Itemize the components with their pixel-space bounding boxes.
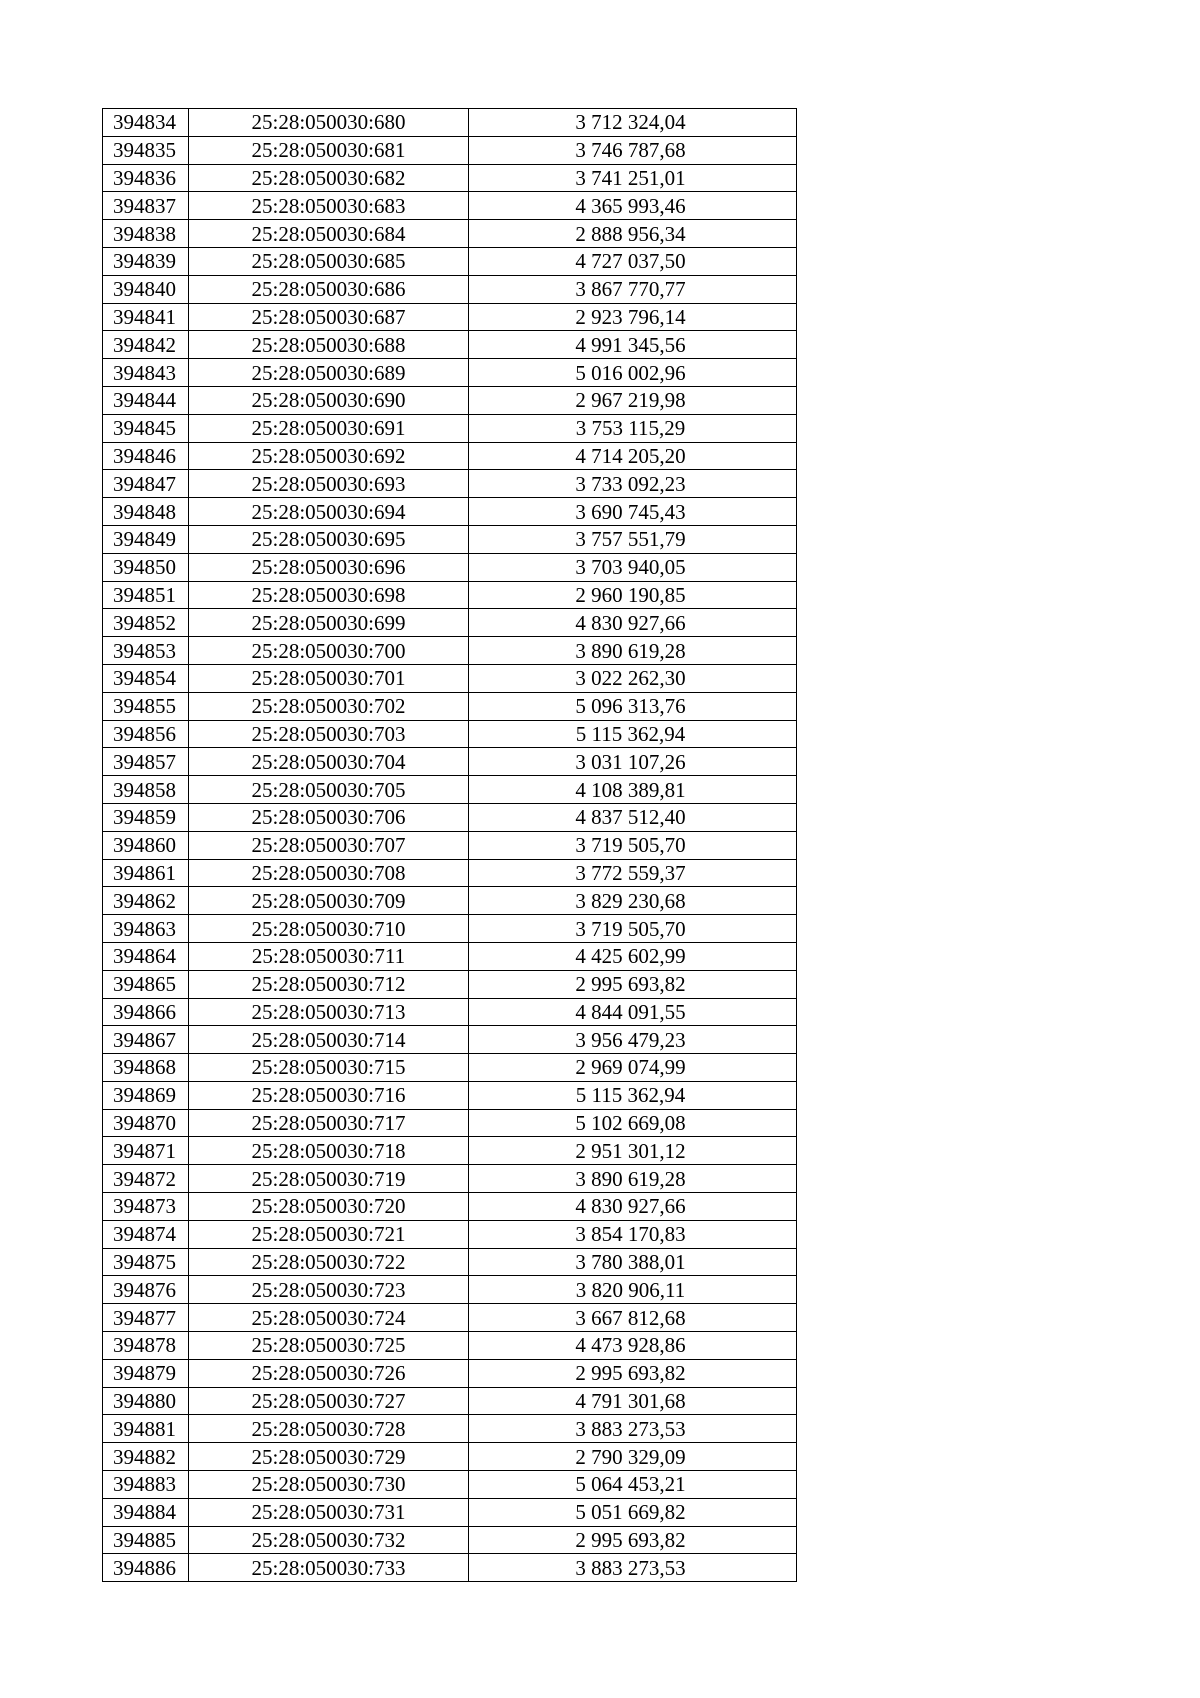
row-id-cell: 394866	[103, 998, 189, 1026]
row-id-cell: 394878	[103, 1332, 189, 1360]
table-row	[103, 1026, 797, 1054]
table-row	[103, 692, 797, 720]
row-id-cell: 394846	[103, 442, 189, 470]
cadastral-value-cell: 3 690 745,43	[469, 498, 797, 526]
cadastral-number-cell: 25:28:050030:712	[189, 970, 469, 998]
row-id-cell: 394855	[103, 692, 189, 720]
cadastral-value-cell: 5 016 002,96	[469, 359, 797, 387]
cadastral-value-cell: 4 844 091,55	[469, 998, 797, 1026]
table-row	[103, 1526, 797, 1554]
table-row	[103, 275, 797, 303]
table-row	[103, 1304, 797, 1332]
cadastral-value-cell: 4 727 037,50	[469, 247, 797, 275]
table-row	[103, 164, 797, 192]
cadastral-number-cell: 25:28:050030:698	[189, 581, 469, 609]
cadastral-number-cell: 25:28:050030:696	[189, 553, 469, 581]
cadastral-value-cell: 4 473 928,86	[469, 1332, 797, 1360]
cadastral-number-cell: 25:28:050030:728	[189, 1415, 469, 1443]
cadastral-number-cell: 25:28:050030:719	[189, 1165, 469, 1193]
cadastral-number-cell: 25:28:050030:711	[189, 942, 469, 970]
row-id-cell: 394862	[103, 887, 189, 915]
cadastral-number-cell: 25:28:050030:685	[189, 247, 469, 275]
cadastral-number-cell: 25:28:050030:694	[189, 498, 469, 526]
cadastral-value-cell: 2 967 219,98	[469, 386, 797, 414]
table-row	[103, 887, 797, 915]
table-row	[103, 553, 797, 581]
table-row	[103, 1220, 797, 1248]
cadastral-value-cell: 3 667 812,68	[469, 1304, 797, 1332]
cadastral-value-cell: 4 830 927,66	[469, 609, 797, 637]
cadastral-number-cell: 25:28:050030:701	[189, 664, 469, 692]
cadastral-value-cell: 3 820 906,11	[469, 1276, 797, 1304]
cadastral-number-cell: 25:28:050030:713	[189, 998, 469, 1026]
table-row	[103, 637, 797, 665]
row-id-cell: 394860	[103, 831, 189, 859]
row-id-cell: 394864	[103, 942, 189, 970]
cadastral-number-cell: 25:28:050030:693	[189, 470, 469, 498]
cadastral-number-cell: 25:28:050030:730	[189, 1471, 469, 1499]
row-id-cell: 394867	[103, 1026, 189, 1054]
row-id-cell: 394834	[103, 109, 189, 137]
row-id-cell: 394877	[103, 1304, 189, 1332]
cadastral-value-cell: 3 854 170,83	[469, 1220, 797, 1248]
cadastral-value-cell: 4 791 301,68	[469, 1387, 797, 1415]
cadastral-number-cell: 25:28:050030:724	[189, 1304, 469, 1332]
row-id-cell: 394848	[103, 498, 189, 526]
row-id-cell: 394842	[103, 331, 189, 359]
cadastral-number-cell: 25:28:050030:687	[189, 303, 469, 331]
cadastral-value-cell: 5 051 669,82	[469, 1498, 797, 1526]
cadastral-value-cell: 4 837 512,40	[469, 803, 797, 831]
row-id-cell: 394881	[103, 1415, 189, 1443]
cadastral-number-cell: 25:28:050030:689	[189, 359, 469, 387]
table-row	[103, 942, 797, 970]
cadastral-value-cell: 3 956 479,23	[469, 1026, 797, 1054]
table-row	[103, 1276, 797, 1304]
cadastral-value-cell: 3 890 619,28	[469, 637, 797, 665]
cadastral-number-cell: 25:28:050030:708	[189, 859, 469, 887]
cadastral-number-cell: 25:28:050030:692	[189, 442, 469, 470]
row-id-cell: 394876	[103, 1276, 189, 1304]
cadastral-value-cell: 3 733 092,23	[469, 470, 797, 498]
row-id-cell: 394879	[103, 1359, 189, 1387]
cadastral-value-cell: 4 830 927,66	[469, 1193, 797, 1221]
row-id-cell: 394852	[103, 609, 189, 637]
cadastral-number-cell: 25:28:050030:682	[189, 164, 469, 192]
row-id-cell: 394885	[103, 1526, 189, 1554]
table-row	[103, 970, 797, 998]
table-row	[103, 1554, 797, 1582]
row-id-cell: 394837	[103, 192, 189, 220]
cadastral-number-cell: 25:28:050030:716	[189, 1081, 469, 1109]
cadastral-number-cell: 25:28:050030:684	[189, 220, 469, 248]
row-id-cell: 394872	[103, 1165, 189, 1193]
row-id-cell: 394854	[103, 664, 189, 692]
cadastral-number-cell: 25:28:050030:732	[189, 1526, 469, 1554]
cadastral-value-cell: 4 991 345,56	[469, 331, 797, 359]
row-id-cell: 394847	[103, 470, 189, 498]
cadastral-number-cell: 25:28:050030:717	[189, 1109, 469, 1137]
table-row	[103, 220, 797, 248]
table-row	[103, 414, 797, 442]
cadastral-number-cell: 25:28:050030:721	[189, 1220, 469, 1248]
table-row	[103, 1443, 797, 1471]
row-id-cell: 394869	[103, 1081, 189, 1109]
table-row	[103, 1498, 797, 1526]
row-id-cell: 394850	[103, 553, 189, 581]
table-row	[103, 1193, 797, 1221]
table-row	[103, 525, 797, 553]
row-id-cell: 394865	[103, 970, 189, 998]
table-row	[103, 1109, 797, 1137]
cadastral-number-cell: 25:28:050030:722	[189, 1248, 469, 1276]
cadastral-value-cell: 2 995 693,82	[469, 970, 797, 998]
row-id-cell: 394851	[103, 581, 189, 609]
table-row	[103, 776, 797, 804]
table-row	[103, 1332, 797, 1360]
row-id-cell: 394849	[103, 525, 189, 553]
table-row	[103, 1387, 797, 1415]
row-id-cell: 394840	[103, 275, 189, 303]
row-id-cell: 394845	[103, 414, 189, 442]
cadastral-number-cell: 25:28:050030:691	[189, 414, 469, 442]
row-id-cell: 394853	[103, 637, 189, 665]
table-row	[103, 303, 797, 331]
cadastral-value-cell: 3 746 787,68	[469, 136, 797, 164]
table-row	[103, 386, 797, 414]
cadastral-number-cell: 25:28:050030:714	[189, 1026, 469, 1054]
cadastral-number-cell: 25:28:050030:686	[189, 275, 469, 303]
cadastral-value-cell: 3 890 619,28	[469, 1165, 797, 1193]
cadastral-value-cell: 5 096 313,76	[469, 692, 797, 720]
table-row	[103, 831, 797, 859]
cadastral-value-cell: 3 719 505,70	[469, 915, 797, 943]
cadastral-number-cell: 25:28:050030:723	[189, 1276, 469, 1304]
cadastral-number-cell: 25:28:050030:704	[189, 748, 469, 776]
cadastral-number-cell: 25:28:050030:699	[189, 609, 469, 637]
row-id-cell: 394868	[103, 1054, 189, 1082]
row-id-cell: 394836	[103, 164, 189, 192]
table-row	[103, 1415, 797, 1443]
table-row	[103, 803, 797, 831]
cadastral-number-cell: 25:28:050030:718	[189, 1137, 469, 1165]
row-id-cell: 394843	[103, 359, 189, 387]
row-id-cell: 394886	[103, 1554, 189, 1582]
cadastral-value-cell: 3 022 262,30	[469, 664, 797, 692]
cadastral-value-cell: 2 888 956,34	[469, 220, 797, 248]
cadastral-value-cell: 3 703 940,05	[469, 553, 797, 581]
row-id-cell: 394871	[103, 1137, 189, 1165]
table-row	[103, 1359, 797, 1387]
cadastral-value-cell: 5 115 362,94	[469, 1081, 797, 1109]
row-id-cell: 394835	[103, 136, 189, 164]
cadastral-value-cell: 2 995 693,82	[469, 1526, 797, 1554]
cadastral-number-cell: 25:28:050030:720	[189, 1193, 469, 1221]
cadastral-value-cell: 4 365 993,46	[469, 192, 797, 220]
cadastral-value-cell: 3 757 551,79	[469, 525, 797, 553]
table-row	[103, 359, 797, 387]
cadastral-number-cell: 25:28:050030:727	[189, 1387, 469, 1415]
row-id-cell: 394841	[103, 303, 189, 331]
cadastral-value-cell: 3 031 107,26	[469, 748, 797, 776]
cadastral-number-cell: 25:28:050030:680	[189, 109, 469, 137]
cadastral-number-cell: 25:28:050030:703	[189, 720, 469, 748]
row-id-cell: 394839	[103, 247, 189, 275]
row-id-cell: 394880	[103, 1387, 189, 1415]
cadastral-value-cell: 3 883 273,53	[469, 1554, 797, 1582]
row-id-cell: 394844	[103, 386, 189, 414]
row-id-cell: 394874	[103, 1220, 189, 1248]
cadastral-number-cell: 25:28:050030:733	[189, 1554, 469, 1582]
table-body	[103, 109, 797, 1582]
row-id-cell: 394861	[103, 859, 189, 887]
cadastral-value-cell: 2 790 329,09	[469, 1443, 797, 1471]
table-row	[103, 748, 797, 776]
cadastral-number-cell: 25:28:050030:683	[189, 192, 469, 220]
cadastral-number-cell: 25:28:050030:705	[189, 776, 469, 804]
table-row	[103, 998, 797, 1026]
table-row	[103, 1054, 797, 1082]
table-row	[103, 109, 797, 137]
table-row	[103, 859, 797, 887]
cadastral-value-cell: 5 064 453,21	[469, 1471, 797, 1499]
table-row	[103, 664, 797, 692]
table-row	[103, 1081, 797, 1109]
cadastral-value-cell: 4 425 602,99	[469, 942, 797, 970]
cadastral-value-cell: 2 995 693,82	[469, 1359, 797, 1387]
row-id-cell: 394863	[103, 915, 189, 943]
table-row	[103, 247, 797, 275]
cadastral-number-cell: 25:28:050030:726	[189, 1359, 469, 1387]
row-id-cell: 394857	[103, 748, 189, 776]
cadastral-number-cell: 25:28:050030:710	[189, 915, 469, 943]
row-id-cell: 394875	[103, 1248, 189, 1276]
cadastral-number-cell: 25:28:050030:715	[189, 1054, 469, 1082]
cadastral-value-cell: 3 719 505,70	[469, 831, 797, 859]
row-id-cell: 394884	[103, 1498, 189, 1526]
row-id-cell: 394856	[103, 720, 189, 748]
table-row	[103, 609, 797, 637]
cadastral-value-cell: 3 883 273,53	[469, 1415, 797, 1443]
cadastral-value-cell: 2 969 074,99	[469, 1054, 797, 1082]
row-id-cell: 394859	[103, 803, 189, 831]
table-row	[103, 470, 797, 498]
cadastral-value-cell: 4 108 389,81	[469, 776, 797, 804]
table-row	[103, 720, 797, 748]
cadastral-value-cell: 3 829 230,68	[469, 887, 797, 915]
table-row	[103, 915, 797, 943]
table-row	[103, 1248, 797, 1276]
row-id-cell: 394882	[103, 1443, 189, 1471]
cadastral-number-cell: 25:28:050030:706	[189, 803, 469, 831]
cadastral-number-cell: 25:28:050030:700	[189, 637, 469, 665]
table-row	[103, 1471, 797, 1499]
cadastral-number-cell: 25:28:050030:725	[189, 1332, 469, 1360]
table-row	[103, 498, 797, 526]
cadastral-number-cell: 25:28:050030:681	[189, 136, 469, 164]
cadastral-value-cell: 3 741 251,01	[469, 164, 797, 192]
cadastral-value-cell: 3 772 559,37	[469, 859, 797, 887]
cadastral-number-cell: 25:28:050030:702	[189, 692, 469, 720]
cadastral-value-table	[102, 108, 797, 1582]
table-row	[103, 1137, 797, 1165]
cadastral-number-cell: 25:28:050030:731	[189, 1498, 469, 1526]
cadastral-number-cell: 25:28:050030:688	[189, 331, 469, 359]
row-id-cell: 394870	[103, 1109, 189, 1137]
cadastral-number-cell: 25:28:050030:729	[189, 1443, 469, 1471]
row-id-cell: 394858	[103, 776, 189, 804]
table-row	[103, 581, 797, 609]
cadastral-value-cell: 5 115 362,94	[469, 720, 797, 748]
cadastral-number-cell: 25:28:050030:690	[189, 386, 469, 414]
cadastral-value-cell: 2 960 190,85	[469, 581, 797, 609]
cadastral-number-cell: 25:28:050030:695	[189, 525, 469, 553]
cadastral-value-cell: 5 102 669,08	[469, 1109, 797, 1137]
cadastral-value-cell: 4 714 205,20	[469, 442, 797, 470]
table-row	[103, 331, 797, 359]
row-id-cell: 394838	[103, 220, 189, 248]
row-id-cell: 394873	[103, 1193, 189, 1221]
cadastral-value-cell: 3 753 115,29	[469, 414, 797, 442]
cadastral-number-cell: 25:28:050030:709	[189, 887, 469, 915]
table-row	[103, 1165, 797, 1193]
cadastral-value-cell: 3 712 324,04	[469, 109, 797, 137]
table-row	[103, 442, 797, 470]
cadastral-value-cell: 2 923 796,14	[469, 303, 797, 331]
table-row	[103, 192, 797, 220]
cadastral-value-cell: 2 951 301,12	[469, 1137, 797, 1165]
cadastral-value-cell: 3 867 770,77	[469, 275, 797, 303]
table-row	[103, 136, 797, 164]
cadastral-number-cell: 25:28:050030:707	[189, 831, 469, 859]
cadastral-value-cell: 3 780 388,01	[469, 1248, 797, 1276]
row-id-cell: 394883	[103, 1471, 189, 1499]
